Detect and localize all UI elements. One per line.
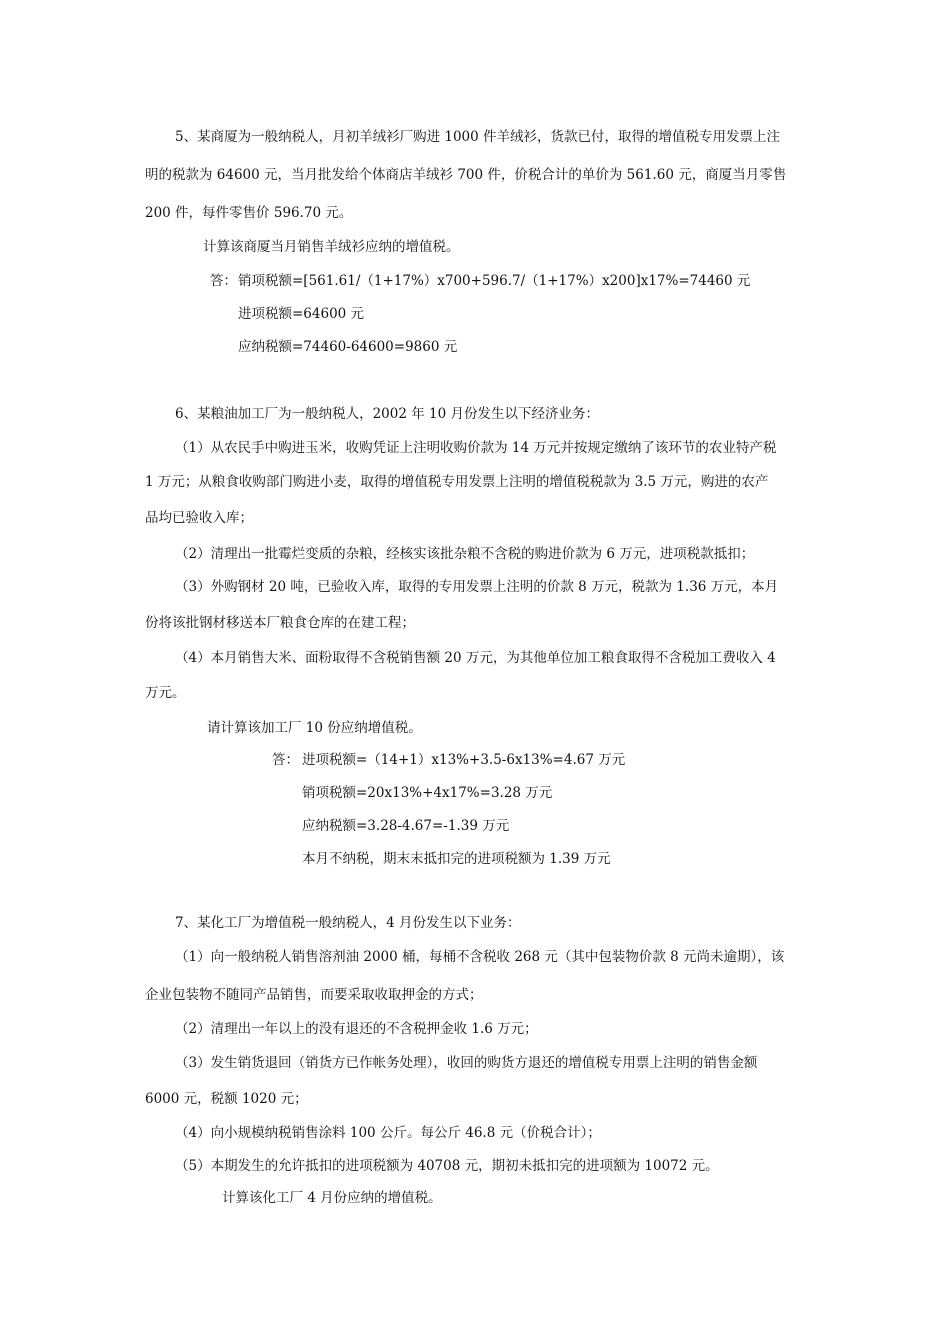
q7-item-2: （2）清理出一年以上的没有退还的不含税押金收 1.6 万元；	[175, 1021, 538, 1037]
q7-item-3-line-2: 6000 元，税额 1020 元；	[145, 1091, 308, 1107]
q7-item-3-line-1: （3）发生销货退回（销货方已作帐务处理），收回的购货方退还的增值税专用票上注明的销售金额	[175, 1055, 758, 1071]
q6-answer-conclusion: 本月不纳税，期末末抵扣完的进项税额为 1.39 万元	[302, 851, 611, 867]
q6-answer-input-tax: 进项税额=（14+1）x13%+3.5-6x13%=4.67 万元	[302, 752, 626, 768]
q7-question: 计算该化工厂 4 月份应纳的增值税。	[222, 1190, 442, 1206]
q7-intro: 7、某化工厂为增值税一般纳税人，4 月份发生以下业务：	[175, 915, 521, 931]
q7-item-1-line-1: （1）向一般纳税人销售溶剂油 2000 桶，每桶不含税收 268 元（其中包装物价款 8 元尚未逾期），该	[175, 949, 785, 965]
q7-item-5: （5）本期发生的允许抵扣的进项税额为 40708 元，期初未抵扣完的进项额为 10072 元。	[175, 1158, 719, 1174]
q6-intro: 6、某粮油加工厂为一般纳税人，2002 年 10 月份发生以下经济业务：	[175, 406, 599, 422]
q7-item-4: （4）向小规模纳税销售涂料 100 公斤。每公斤 46.8 元（价税合计）；	[175, 1125, 601, 1141]
q6-question: 请计算该加工厂 10 份应纳增值税。	[207, 720, 422, 736]
q6-answer-payable-tax: 应纳税额=3.28-4.67=-1.39 万元	[302, 818, 510, 834]
q7-item-1-line-2: 企业包装物不随同产品销售，而要采取收取押金的方式；	[145, 987, 483, 1003]
q6-answer-output-tax: 销项税额=20x13%+4x17%=3.28 万元	[302, 785, 553, 801]
q6-item-1-line-3: 品均已验收入库；	[145, 510, 253, 526]
q6-item-3-line-2: 份将该批钢材移送本厂粮食仓库的在建工程；	[145, 615, 415, 631]
q5-answer-input-tax: 进项税额=64600 元	[238, 306, 365, 322]
q5-answer-label: 答：	[210, 273, 237, 289]
q6-item-4-line-2: 万元。	[145, 685, 186, 701]
q6-item-1-line-1: （1）从农民手中购进玉米，收购凭证上注明收购价款为 14 万元并按规定缴纳了该环节的农业特产税	[175, 440, 777, 456]
q5-question: 计算该商厦当月销售羊绒衫应纳的增值税。	[203, 239, 460, 255]
q5-line-1: 5、某商厦为一般纳税人，月初羊绒衫厂购进 1000 件羊绒衫，货款已付，取得的增值税专用发票上注	[175, 129, 781, 145]
q6-item-2: （2）清理出一批霉烂变质的杂粮，经核实该批杂粮不含税的购进价款为 6 万元，进项税款抵扣；	[175, 546, 755, 562]
q6-item-3-line-1: （3）外购钢材 20 吨，已验收入库，取得的专用发票上注明的价款 8 万元，税款为 1.36 万元，本月	[175, 579, 779, 595]
q6-item-4-line-1: （4）本月销售大米、面粉取得不含税销售额 20 万元，为其他单位加工粮食取得不含税加工费收入 4	[175, 650, 776, 666]
q6-item-1-line-2: 1 万元；从粮食收购部门购进小麦，取得的增值税专用发票上注明的增值税税款为 3.5 万元，购进的农产	[145, 474, 769, 490]
q5-answer-payable-tax: 应纳税额=74460-64600=9860 元	[238, 339, 458, 355]
q6-answer-label: 答：	[272, 752, 299, 768]
q5-answer-output-tax: 销项税额=[561.61/（1+17%）x700+596.7/（1+17%）x200]x17%=74460 元	[238, 273, 751, 289]
q5-line-2: 明的税款为 64600 元，当月批发给个体商店羊绒衫 700 件，价税合计的单价为 561.60 元，商厦当月零售	[145, 167, 787, 183]
q5-line-3: 200 件，每件零售价 596.70 元。	[145, 205, 353, 221]
